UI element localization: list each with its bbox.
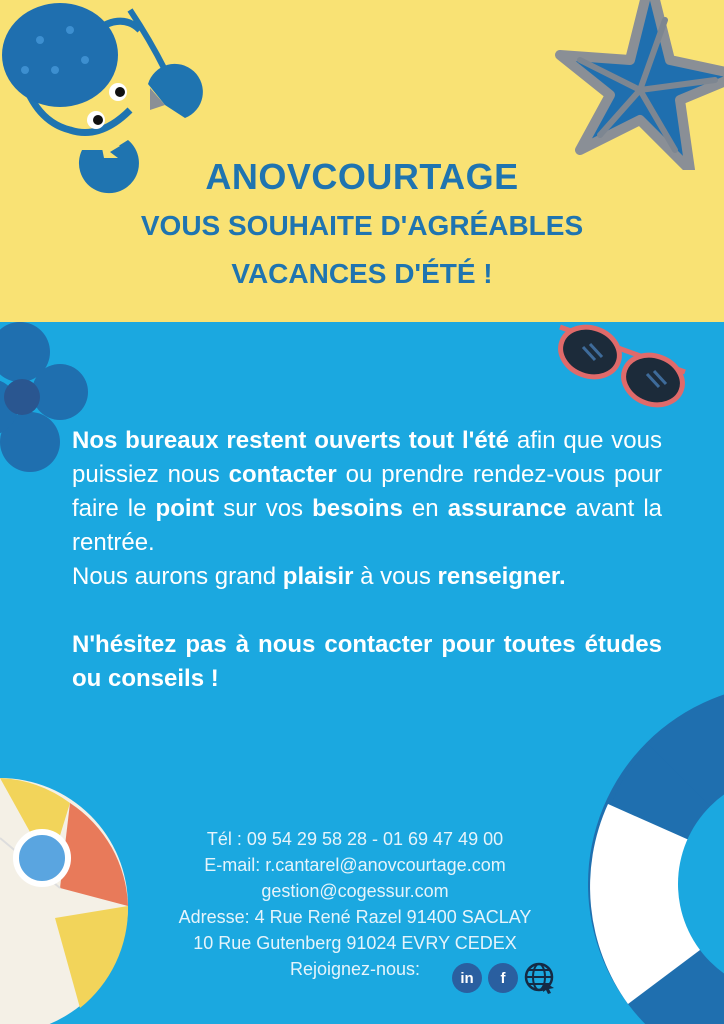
email-address: E-mail: r.cantarel@anovcourtage.com <box>204 855 506 875</box>
sunglasses-illustration <box>555 322 695 412</box>
message-bold-assurance: assurance <box>447 495 567 522</box>
phone-numbers: Tél : 09 54 29 58 28 - 01 69 47 49 00 <box>206 829 504 849</box>
message-span: ou prendre rendez-vous pour faire le <box>72 461 662 522</box>
lifebuoy-illustration <box>588 684 724 1024</box>
join-us-label: Rejoignez-nous: <box>289 959 421 979</box>
message-bold-renseigner: renseigner. <box>437 563 566 590</box>
content-band <box>0 322 724 1024</box>
message-paragraph-1 <box>72 424 662 560</box>
message-bold-plaisir: plaisir <box>282 563 354 590</box>
message-paragraph-3 <box>72 628 662 696</box>
message-bold-offices: Nos bureaux restent ouverts tout l'été <box>72 427 510 454</box>
message-bold-point: point <box>155 495 215 522</box>
message-text <box>72 424 662 696</box>
contact-block <box>120 826 590 982</box>
message-paragraph-2 <box>72 560 662 594</box>
beach-ball-illustration <box>0 778 130 1024</box>
brand-title: ANOVCOURTAGE <box>205 156 519 197</box>
header-band <box>0 0 724 322</box>
message-span: sur vos <box>214 495 313 522</box>
social-links <box>452 962 556 994</box>
message-span: avant la rentrée. <box>72 495 663 556</box>
globe-icon[interactable] <box>524 962 556 994</box>
message-span: afin que vous puissiez nous <box>72 427 663 488</box>
message-bold-cta: N'hésitez pas à nous contacter pour toutes études ou conseils ! <box>72 631 662 692</box>
message-bold-contact: contacter <box>228 461 337 488</box>
address-evry: 10 Rue Gutenberg 91024 EVRY CEDEX <box>193 933 517 953</box>
spacer <box>72 594 662 628</box>
message-bold-besoins: besoins <box>312 495 403 522</box>
greeting-line-2: VACANCES D'ÉTÉ ! <box>231 258 493 289</box>
starfish-illustration <box>540 0 724 170</box>
linkedin-icon[interactable]: in <box>452 963 482 993</box>
message-span: à vous <box>353 563 438 590</box>
message-span: en <box>402 495 448 522</box>
address-saclay: Adresse: 4 Rue René Razel 91400 SACLAY <box>178 907 532 927</box>
facebook-icon[interactable]: f <box>488 963 518 993</box>
message-span: Nous aurons grand <box>72 563 283 590</box>
email-address-2: gestion@cogessur.com <box>261 881 449 901</box>
greeting-line-1: VOUS SOUHAITE D'AGRÉABLES <box>140 210 584 241</box>
